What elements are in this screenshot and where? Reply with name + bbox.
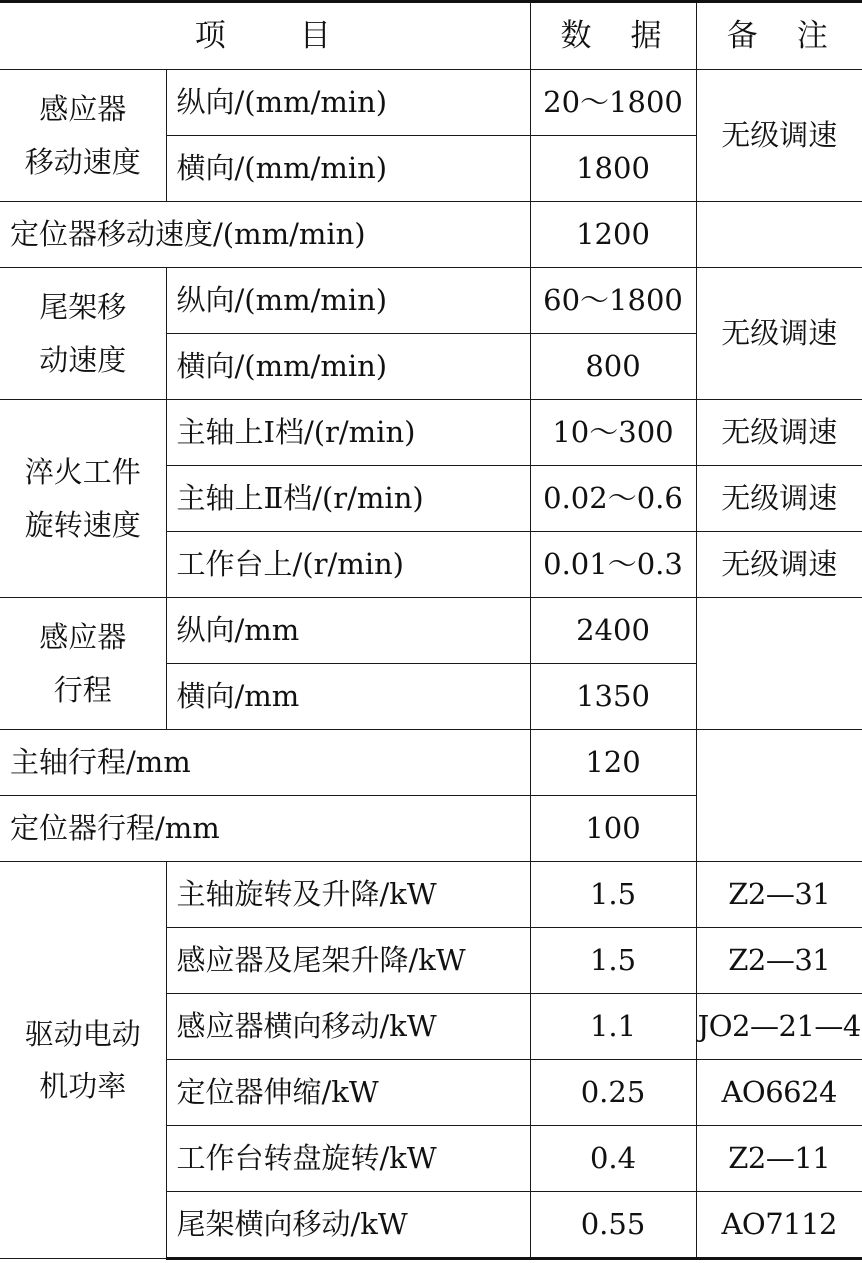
value-cell: 20～1800 <box>530 70 696 136</box>
remark-cell: Z2—31 <box>696 862 862 928</box>
item-cell: 主轴行程/mm <box>0 730 530 796</box>
remark-cell: 无级调速 <box>696 70 862 202</box>
group-label-line: 行程 <box>53 672 112 707</box>
value-cell: 2400 <box>530 598 696 664</box>
group-label-line: 淬火工件 <box>24 455 141 490</box>
item-cell: 横向/mm <box>166 664 530 730</box>
item-cell: 定位器行程/mm <box>0 796 530 862</box>
group-label-line: 移动速度 <box>24 144 141 179</box>
remark-cell: Z2—31 <box>696 928 862 994</box>
remark-cell: 无级调速 <box>696 466 862 532</box>
item-cell: 定位器移动速度/(mm/min) <box>0 202 530 268</box>
table-row <box>0 268 862 334</box>
value-cell: 10～300 <box>530 400 696 466</box>
item-cell: 纵向/(mm/min) <box>166 268 530 334</box>
item-cell: 尾架横向移动/kW <box>166 1192 530 1259</box>
group-tail-speed <box>0 268 166 400</box>
group-label-line: 驱动电动 <box>24 1016 141 1051</box>
table-row <box>0 202 862 268</box>
remark-cell <box>696 730 862 862</box>
value-cell: 0.02～0.6 <box>530 466 696 532</box>
value-cell: 0.55 <box>530 1192 696 1259</box>
value-cell: 1200 <box>530 202 696 268</box>
remark-cell: 无级调速 <box>696 400 862 466</box>
group-sensor-speed <box>0 70 166 202</box>
group-label-line: 尾架移 <box>39 290 127 325</box>
group-label-line: 感应器 <box>39 92 127 127</box>
group-label-line: 旋转速度 <box>24 507 141 542</box>
group-label-line: 动速度 <box>39 342 127 377</box>
item-cell: 主轴上Ⅰ档/(r/min) <box>166 400 530 466</box>
value-cell: 100 <box>530 796 696 862</box>
value-cell: 1350 <box>530 664 696 730</box>
item-cell: 定位器伸缩/kW <box>166 1060 530 1126</box>
table-row <box>0 400 862 466</box>
item-cell: 主轴旋转及升降/kW <box>166 862 530 928</box>
remark-cell: 无级调速 <box>696 532 862 598</box>
value-cell: 800 <box>530 334 696 400</box>
remark-cell <box>696 202 862 268</box>
group-quench-speed <box>0 400 166 598</box>
table-row <box>0 730 862 796</box>
remark-cell: AO6624 <box>696 1060 862 1126</box>
item-cell: 横向/(mm/min) <box>166 334 530 400</box>
remark-cell <box>696 598 862 730</box>
item-cell: 感应器及尾架升降/kW <box>166 928 530 994</box>
value-cell: 0.01～0.3 <box>530 532 696 598</box>
value-cell: 0.25 <box>530 1060 696 1126</box>
remark-cell: AO7112 <box>696 1192 862 1259</box>
value-cell: 1.5 <box>530 862 696 928</box>
header-item: 项 目 <box>0 2 530 70</box>
item-cell: 主轴上Ⅱ档/(r/min) <box>166 466 530 532</box>
remark-cell: 无级调速 <box>696 268 862 400</box>
group-sensor-travel <box>0 598 166 730</box>
item-cell: 感应器横向移动/kW <box>166 994 530 1060</box>
table-row <box>0 598 862 664</box>
header-remark: 备 注 <box>696 2 862 70</box>
value-cell: 1.5 <box>530 928 696 994</box>
value-cell: 1800 <box>530 136 696 202</box>
remark-cell: JO2—21—4 <box>696 994 862 1060</box>
value-cell: 60～1800 <box>530 268 696 334</box>
item-cell: 横向/(mm/min) <box>166 136 530 202</box>
table-row <box>0 70 862 136</box>
group-label-line: 感应器 <box>39 620 127 655</box>
table-row <box>0 862 862 928</box>
item-cell: 工作台上/(r/min) <box>166 532 530 598</box>
group-motor-power <box>0 862 166 1259</box>
value-cell: 1.1 <box>530 994 696 1060</box>
item-cell: 纵向/mm <box>166 598 530 664</box>
group-label-line: 机功率 <box>39 1069 127 1103</box>
value-cell: 0.4 <box>530 1126 696 1192</box>
header-data: 数 据 <box>530 2 696 70</box>
table-header-row <box>0 2 862 70</box>
item-cell: 工作台转盘旋转/kW <box>166 1126 530 1192</box>
value-cell: 120 <box>530 730 696 796</box>
item-cell: 纵向/(mm/min) <box>166 70 530 136</box>
remark-cell: Z2—11 <box>696 1126 862 1192</box>
